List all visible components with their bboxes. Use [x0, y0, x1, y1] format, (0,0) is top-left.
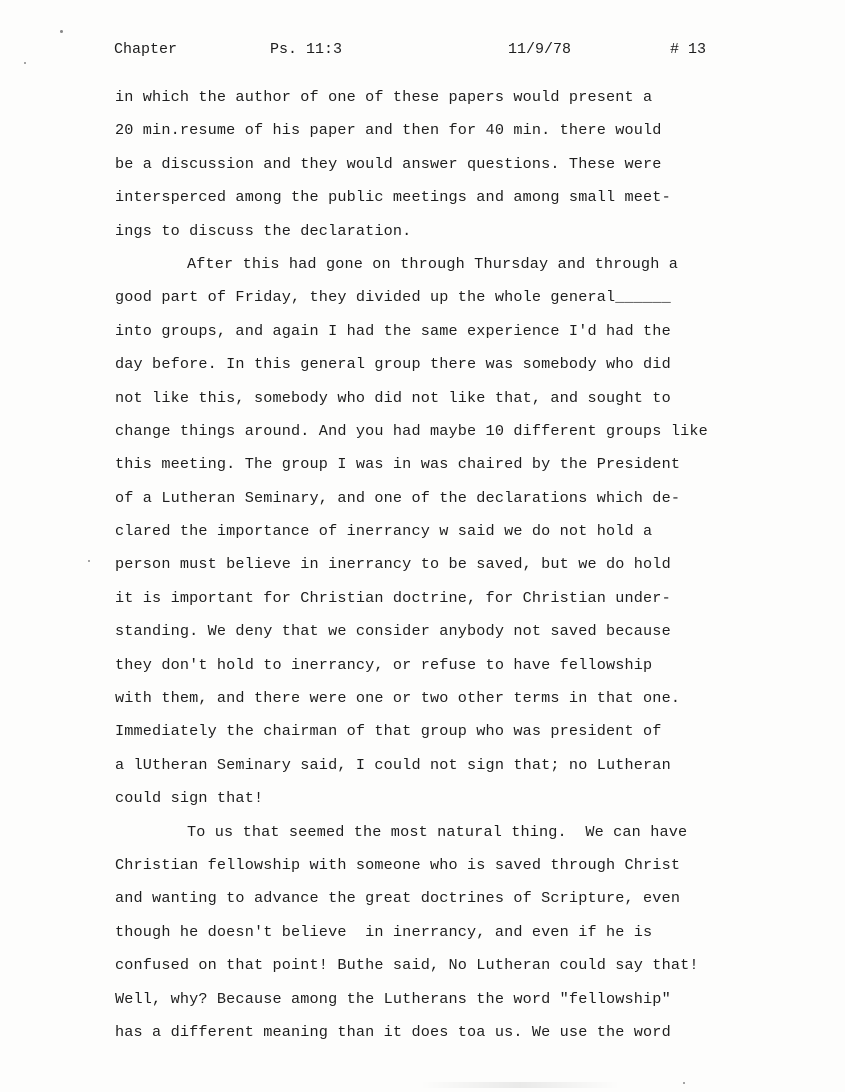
page-header: [0, 38, 845, 62]
text-line: 20 min.resume of his paper and then for 40 min. there would: [115, 121, 662, 140]
header-date: 11/9/78: [508, 41, 572, 58]
text-line: ings to discuss the declaration.: [115, 221, 412, 240]
header-scripture-reference: Ps. 11:3: [270, 41, 343, 58]
text-line: with them, and there were one or two other terms in that one.: [115, 689, 681, 708]
text-line: person must believe in inerrancy to be saved, but we do hold: [115, 555, 671, 574]
text-line: confused on that point! Buthe said, No Lutheran could say that!: [115, 956, 699, 975]
text-line: Christian fellowship with someone who is saved through Christ: [115, 855, 681, 874]
text-line: this meeting. The group I was in was chaired by the President: [115, 455, 681, 474]
text-line: of a Lutheran Seminary, and one of the declarations which de-: [115, 488, 681, 507]
scan-speck: [88, 560, 90, 562]
text-line: though he doesn't believe in inerrancy, and even if he is: [115, 922, 653, 941]
text-line: has a different meaning than it does toa us. We use the word: [115, 1022, 671, 1041]
typed-body-text: [115, 81, 815, 1049]
text-line: into groups, and again I had the same experience I'd had the: [115, 321, 671, 340]
text-line: day before. In this general group there was somebody who did: [115, 355, 671, 374]
text-line: could sign that!: [115, 789, 264, 808]
text-line: change things around. And you had maybe 10 different groups like: [115, 421, 708, 440]
text-line: clared the importance of inerrancy w said we do not hold a: [115, 522, 653, 541]
header-page-number: # 13: [670, 41, 707, 58]
header-chapter: Chapter: [114, 41, 178, 58]
scan-speck: [683, 1082, 685, 1084]
text-line: standing. We deny that we consider anybody not saved because: [115, 622, 671, 641]
text-line: Well, why? Because among the Lutherans the word "fellowship": [115, 989, 671, 1008]
scan-speck: [24, 62, 26, 64]
paragraph-start-line: To us that seemed the most natural thing. We can have: [187, 822, 688, 841]
text-line: not like this, somebody who did not like that, and sought to: [115, 388, 671, 407]
text-line: intersperced among the public meetings and among small meet-: [115, 188, 671, 207]
text-line: be a discussion and they would answer questions. These were: [115, 154, 662, 173]
text-line: in which the author of one of these papers would present a: [115, 88, 653, 106]
text-line: and wanting to advance the great doctrines of Scripture, even: [115, 889, 681, 908]
scan-smudge: [420, 1082, 620, 1088]
paragraph-start-line: After this had gone on through Thursday and through a: [187, 254, 678, 273]
text-line: they don't hold to inerrancy, or refuse to have fellowship: [115, 655, 653, 674]
text-line: a lUtheran Seminary said, I could not sign that; no Lutheran: [115, 755, 671, 774]
text-line: Immediately the chairman of that group who was president of: [115, 722, 662, 741]
scan-speck: [60, 30, 63, 33]
text-line: good part of Friday, they divided up the whole general______: [115, 288, 671, 307]
text-line: it is important for Christian doctrine, for Christian under-: [115, 588, 671, 607]
